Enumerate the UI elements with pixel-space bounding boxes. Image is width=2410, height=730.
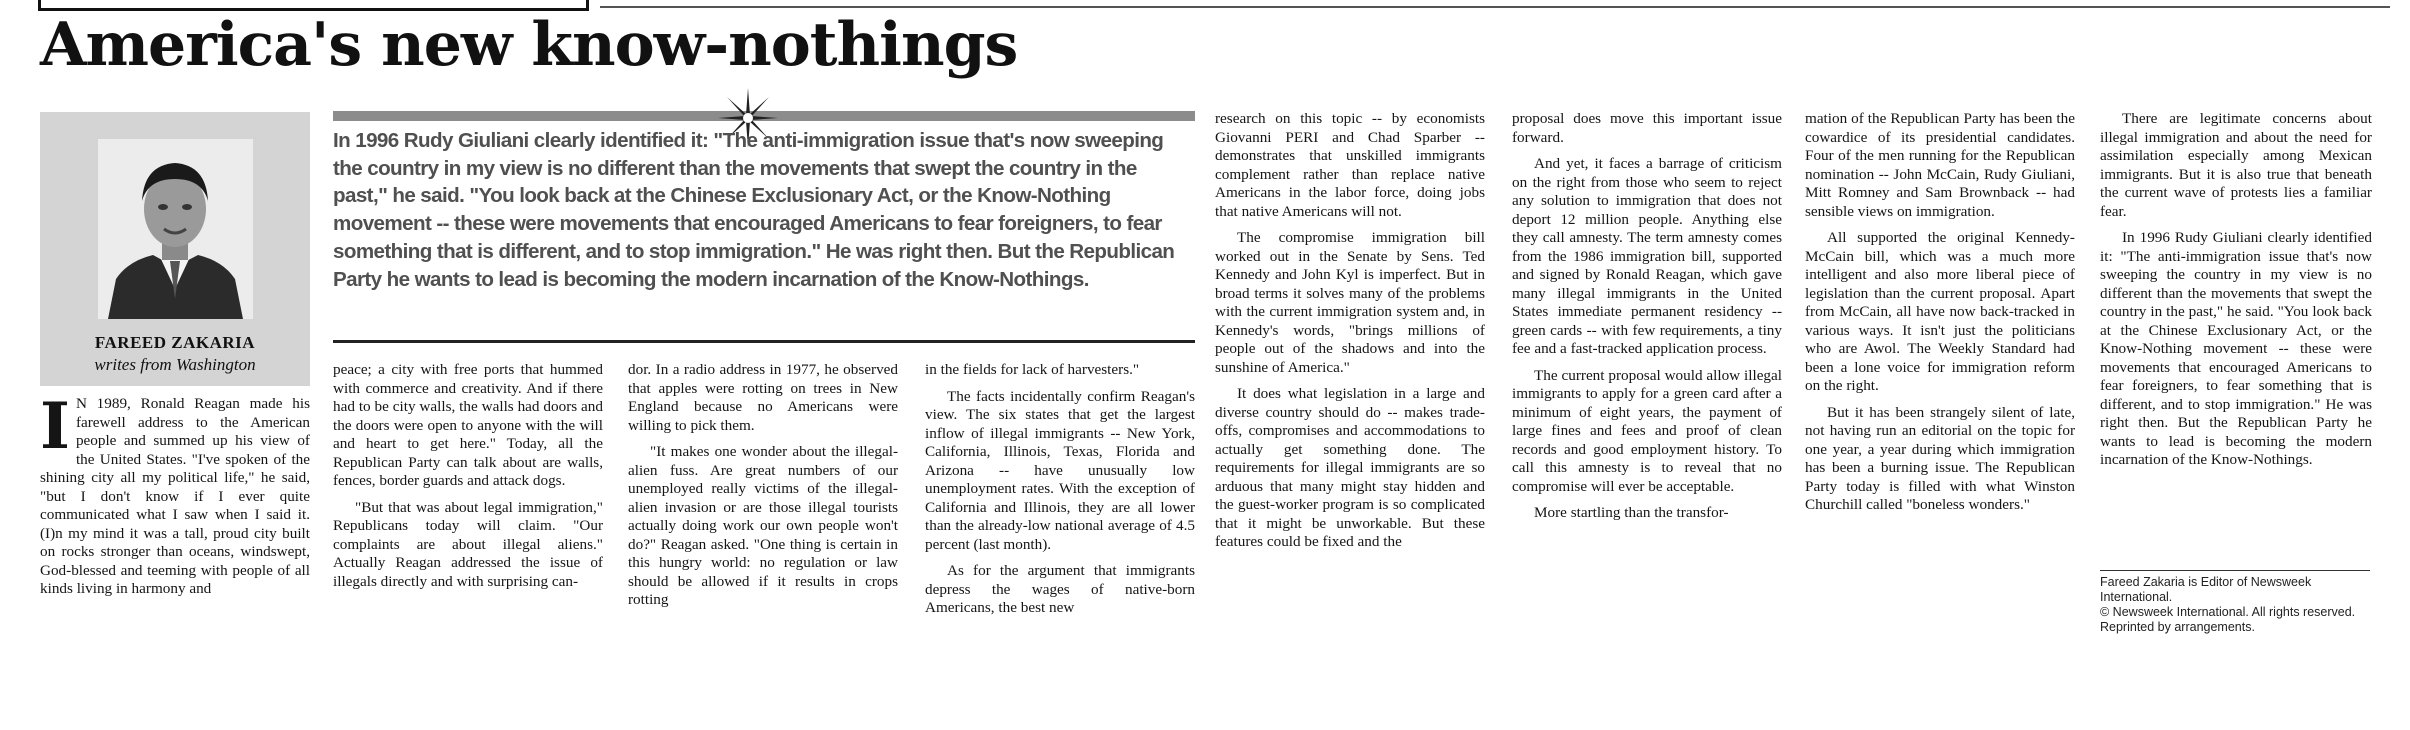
credits	[2100, 575, 2372, 635]
paragraph: in the fields for lack of harvesters."	[925, 361, 1140, 378]
author-portrait-image	[98, 139, 253, 319]
article-column-1	[40, 389, 310, 607]
author-credit: Fareed Zakaria is Editor of Newsweek International.	[2100, 575, 2312, 604]
paragraph: I N 1989, Ronald Reagan made his farewell address to the American people and summed up his view of the United States. "I've spoken of the shining city all my political life," he said, "but I don't know if I ever quite communicated what I saw when I said it. (I)n my mind it was a tall, proud city built on rocks stronger than oceans, windswept, God-blessed and teeming with people of all kinds living in harmony and	[40, 389, 310, 597]
author-name: FAREED ZAKARIA	[94, 333, 256, 352]
credit-rule	[2100, 570, 2370, 571]
article-column-6	[1512, 110, 1782, 531]
paragraph: The current proposal would allow illegal immigrants to apply for a green card after a minimum of eight years, the payment of large fines and fees and proof of clean records and good employment history. To call this amnesty is to reveal that no compromise will ever be acceptable.	[1512, 366, 1782, 495]
paragraph: The compromise immigration bill worked out in the Senate by Sens. Ted Kennedy and John Kyl is imperfect. But in broad terms it solves many of the problems with the current immigration system and, in Kennedy's words, "brings millions of people out of the shadows and into the sunshine of America."	[1215, 229, 1485, 376]
paragraph: But it has been strangely silent of late, not having run an editorial on the topic for one year, a year during which immigration has been a burning issue. The Republican Party today is filled with what Winston Churchill called "boneless wonders."	[1805, 403, 2075, 513]
paragraph: More startling than the transfor-	[1534, 504, 1729, 521]
paragraph: And yet, it faces a barrage of criticism on the right from those who seem to reject any solution to immigration that does not deport 12 million people. Anything else they call amnesty. The term amnesty comes from the 1986 immigration bill, supported and signed by Ronald Reagan, which gave many illegal immigrants in the United States immediate permanent residency -- green cards -- with few requirements, a tiny fee and a fast-tracked application process.	[1512, 155, 1782, 357]
paragraph: proposal does move this important issue forward.	[1512, 110, 1782, 146]
paragraph: All supported the original Kennedy-McCain bill, which was a much more intelligent and also more liberal piece of legislation than the current proposal. Apart from McCain, all have now back-tracked in various ways. It isn't just the politicians who are Awol. The Weekly Standard had been a lone voice for immigration reform on the right.	[1805, 229, 2075, 394]
paragraph: As for the argument that immigrants depress the wages of native-born Americans, the best new	[925, 562, 1195, 616]
paragraph: "It makes one wonder about the illegal-alien fuss. Are great numbers of our unemployed really victims of the illegal-alien invasion or are those illegal tourists actually doing work our own people won't do?" Reagan asked. "One thing is certain in this hungry world: no regulation or law should be allowed if it results in crops rotting	[628, 443, 898, 608]
author-photo	[98, 139, 253, 319]
author-box	[40, 112, 310, 386]
drop-cap: I	[40, 389, 70, 464]
article-column-5	[1215, 110, 1485, 560]
paragraph: There are legitimate concerns about illegal immigration and about the need for assimilation especially among Mexican immigrants. But it is also true that beneath the current wave of protests lies a familiar fear.	[2100, 110, 2372, 220]
pull-quote-bottom-rule	[333, 340, 1195, 343]
paragraph: research on this topic -- by economists Giovanni PERI and Chad Sparber -- demonstrates that unskilled immigrants complement rather than replace native Americans in the labor force, doing jobs that native Americans will not.	[1215, 110, 1485, 220]
article-column-7	[1805, 110, 2075, 523]
article-column-2	[333, 361, 603, 599]
article-column-4	[925, 361, 1195, 626]
paragraph: "But that was about legal immigration," Republicans today will claim. "Our complaints are about illegal aliens." Actually Reagan addressed the issue of illegals directly and with surprising can-	[333, 498, 603, 590]
paragraph: It does what legislation in a large and diverse country should do -- makes trade-offs, compromises and accommodations to actually get something done. The requirements for illegal immigrants are so arduous that many might stay hidden and the guest-worker program is so complicated that it might be unworkable. But these features could be fixed and the	[1215, 385, 1485, 550]
top-rule	[600, 6, 2390, 8]
headline: America's new know-nothings	[40, 10, 1018, 80]
article-column-3	[628, 361, 898, 618]
paragraph: peace; a city with free ports that hummed with commerce and creativity. And if there had to be city walls, the walls had doors and the doors were open to anyone with the will and heart to get here." Today, all the Republican Party can talk about are walls, fences, border guards and attack dogs.	[333, 361, 603, 489]
article-column-8	[2100, 110, 2372, 478]
copyright-credit: © Newsweek International. All rights reserved. Reprinted by arrangements.	[2100, 605, 2356, 634]
author-location: writes from Washington	[94, 355, 256, 374]
paragraph: dor. In a radio address in 1977, he observed that apples were rotting on trees in New England because no Americans were willing to pick them.	[628, 361, 898, 434]
paragraph: The facts incidentally confirm Reagan's view. The six states that get the largest inflow of illegal immigrants -- New York, California, Illinois, Texas, Florida and Arizona -- have unusually low unemployment rates. With the exception of California and Illinois, they are all lower than the already-low national average of 4.5 percent (last month).	[925, 387, 1195, 553]
paragraph: In 1996 Rudy Giuliani clearly identified it: "The anti-immigration issue that's now sweeping the country in my view is no different than the movements that swept the country in the past," he said. "You look back at the Chinese Exclusionary Act, or the Know-Nothing movement -- these were movements that encouraged Americans to fear foreigners, to fear something that is different, and to stop immigration." He was right then. But the Republican Party he wants to lead is becoming the modern incarnation of the Know-Nothings.	[2100, 229, 2372, 468]
paragraph: mation of the Republican Party has been the cowardice of its presidential candidates. Four of the men running for the Republican nomination -- John McCain, Rudy Giuliani, Mitt Romney and Sam Brownback -- had sensible views on immigration.	[1805, 110, 2075, 220]
pull-quote: In 1996 Rudy Giuliani clearly identified it: "The anti-immigration issue that's now sweeping the country in my view is no different than the movements that swept the country in the past," he said. "You look back at the Chinese Exclusionary Act, or the Know-Nothing movement -- these were movements that encouraged Americans to fear foreigners, to fear something that is different, and to stop immigration." He was right then. But the Republican Party he wants to lead is becoming the modern incarnation of the Know-Nothings.	[333, 129, 1175, 291]
